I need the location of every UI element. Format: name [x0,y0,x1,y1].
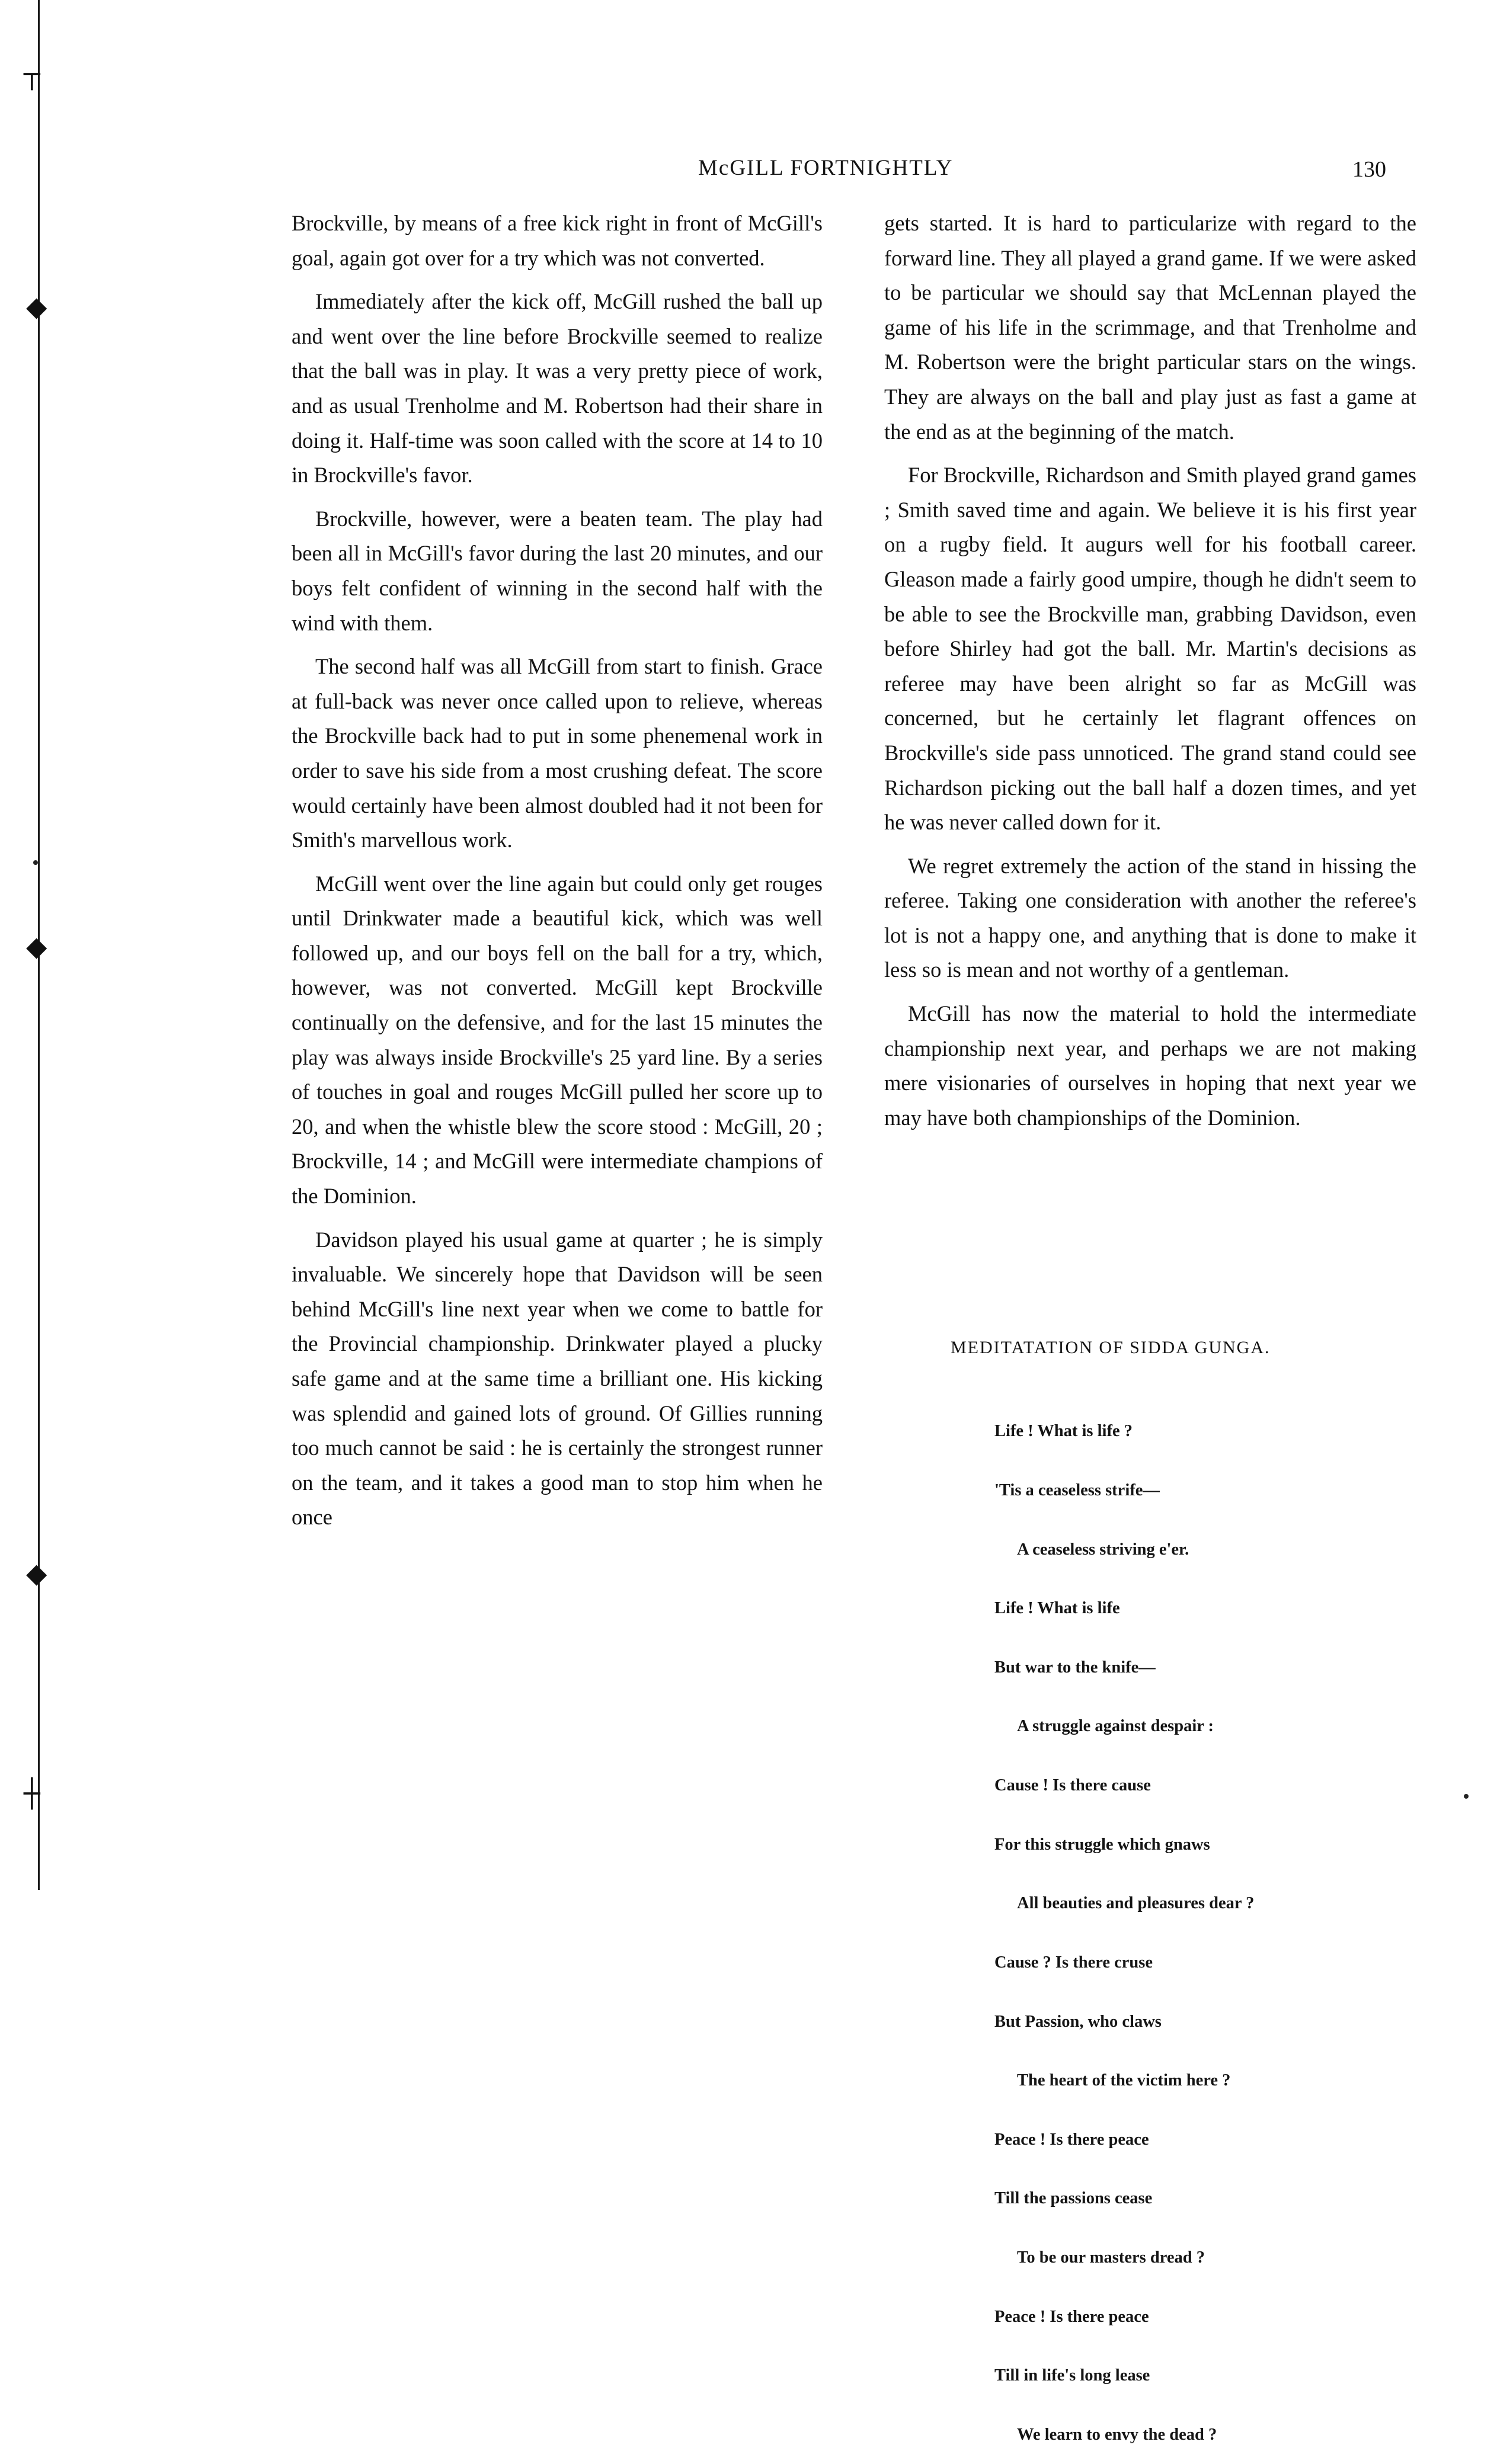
poem-line: But war to the knife— [994,1658,1156,1677]
poem-line: Till the passions cease [994,2189,1153,2208]
ink-speck [33,860,38,865]
page-number: 130 [1352,157,1386,182]
poem-line: Life ! What is life ? [994,1422,1133,1441]
paragraph: Immediately after the kick off, McGill rushed the ball up and went over the line before Brockville seemed to realize that the ball was in play. It was a very pretty piece of work, and as usual Trenholme and M. Robertson had their share in doing it. Half-time was soon called with the score at 14 to 10 in Brockville's favor. [292,289,823,488]
paragraph: Davidson played his usual game at quarter ; he is simply invaluable. We sincerely hope that Davidson will be seen behind McGill's line next year when we come to battle for the Provincial championship. Drinkwater played a plucky safe game and at the same time a brilliant one. His kicking was splendid and gained lots of ground. Of Gillies running too much cannot be said : he is certainly the strongest runner on the team, and it takes a good man to stop him when he once [292,1227,823,1530]
poem-line: All beauties and pleasures dear ? [1017,1894,1255,1913]
poem-line: To be our masters dread ? [1017,2248,1205,2267]
poem-line: For this struggle which gnaws [994,1835,1210,1854]
stitch-mark-icon: ◆ [26,290,47,322]
poem-line: Peace ! Is there peace [994,2307,1149,2326]
stitch-mark-icon: ┬ [24,58,40,90]
stitch-mark-icon: ┼ [24,1777,40,1809]
poem-line: Till in life's long lease [994,2366,1150,2385]
poem-line: 'Tis a ceaseless strife— [994,1481,1160,1500]
poem-line: Life ! What is life [994,1599,1120,1618]
poem-line: We learn to envy the dead ? [1017,2425,1217,2444]
poem-line: A ceaseless striving e'er. [1017,1540,1189,1559]
poem-line: A struggle against despair : [1017,1717,1214,1736]
paragraph: We regret extremely the action of the stand in hissing the referee. Taking one consideration with another the referee's lot is not a happy one, and anything that is done to make it less so is mean and not worthy of a gentleman. [884,853,1416,982]
poem-line: Cause ? Is there cruse [994,1953,1153,1972]
running-title: McGILL FORTNIGHTLY [698,156,954,180]
paragraph: Brockville, however, were a beaten team. The play had been all in McGill's favor during the last 20 minutes, and our boys felt confident of winning in the second half with the wind with them. [292,506,823,635]
stitch-mark-icon: ◆ [26,1557,47,1589]
poem-title: MEDITATATION OF SIDDA GUNGA. [951,1338,1271,1357]
left-column [292,206,823,1535]
poem-line: The heart of the victim here ? [1017,2071,1231,2090]
poem-line: But Passion, who claws [994,2012,1162,2031]
paragraph: For Brockville, Richardson and Smith played grand games ; Smith saved time and again. We believe it is his first year on a rugby field. It augurs well for his football career. Gleason made a fairly good umpire, though he didn't seem to be able to see the Brockville man, grabbing Davidson, even before Shirley had got the ball. Mr. Martin's decisions as referee may have been alright so far as McGill was concerned, but he certainly let flagrant offences on Brockville's side pass unnoticed. The grand stand could see Richardson picking out the ball half a dozen times, and yet he was never called down for it. [884,463,1416,835]
poem-line: Peace ! Is there peace [994,2130,1149,2149]
paragraph: McGill went over the line again but could only get rouges until Drinkwater made a beautiful kick, which was well followed up, and our boys fell on the ball for a try, which, however, was not converted. McGill kept Brockville continually on the defensive, and for the last 15 minutes the play was always inside Brockville's 25 yard line. By a series of touches in goal and rouges McGill pulled her score up to 20, and when the whistle blew the score stood : McGill, 20 ; Brockville, 14 ; and McGill were intermediate champions of the Dominion. [292,871,823,1209]
stitch-mark-icon: ◆ [26,930,47,962]
ink-speck [1464,1794,1469,1799]
poem-line: Cause ! Is there cause [994,1776,1151,1795]
paragraph: McGill has now the material to hold the intermediate championship next year, and perhaps we are not making mere visionaries of ourselves in hoping that next year we may have both championships of the Dominion. [884,1001,1416,1130]
paragraph: gets started. It is hard to particularize with regard to the forward line. They all played a grand game. If we were asked to be particular we should say that McLennan played the game of his life in the scrimmage, and that Trenholme and M. Robertson were the bright particular stars on the wings. They are always on the ball and play just as fast a game at the end as at the beginning of the match. [884,211,1416,444]
poem [994,1382,1254,2464]
paragraph: Brockville, by means of a free kick right in front of McGill's goal, again got over for a try which was not converted. [292,211,823,270]
paragraph: The second half was all McGill from start to finish. Grace at full-back was never once called upon to relieve, whereas the Brockville back had to put in some phenemenal work in order to save his side from a most crushing defeat. The score would certainly have been almost doubled had it not been for Smith's marvellous work. [292,654,823,853]
right-column [884,206,1416,1135]
